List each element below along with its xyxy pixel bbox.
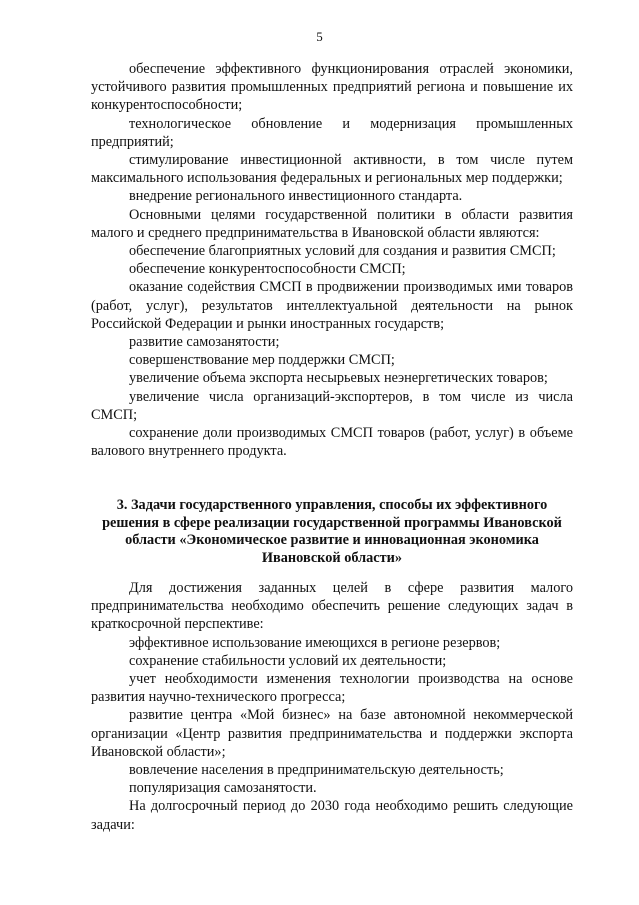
paragraph: оказание содействия СМСП в продвижении производимых ими товаров (работ, услуг), результатов интеллектуальной деятельности на рынок Российской Федерации и рынки иностранных государств; (91, 279, 573, 332)
paragraph: вовлечение населения в предпринимательскую деятельность; (129, 762, 504, 779)
paragraph: эффективное использование имеющихся в регионе резервов; (129, 634, 501, 651)
paragraph: обеспечение эффективного функционирования отраслей экономики, устойчивого развития промышленных предприятий региона и повышение их конкурентоспособности; (91, 61, 573, 114)
paragraph: технологическое обновление и модернизация промышленных предприятий; (91, 115, 573, 150)
paragraph: увеличение объема экспорта несырьевых неэнергетических товаров; (129, 370, 548, 387)
paragraph: совершенствование мер поддержки СМСП; (129, 352, 395, 369)
page-number: 5 (316, 29, 323, 44)
paragraph: сохранение стабильности условий их деятельности; (129, 652, 447, 669)
paragraph: учет необходимости изменения технологии производства на основе развития научно-технического прогресса; (91, 671, 573, 706)
goals-text-block (91, 60, 573, 460)
section-heading: 3. Задачи государственного управления, способы их эффективного решения в сфере реализации государственной программы Ивановской области «Экономическое развитие и инновационная экономика Ивановской области» (102, 497, 562, 566)
paragraph: Основными целями государственной политики в области развития малого и среднего предпринимательства в Ивановской области являются: (91, 206, 573, 241)
tasks-text-block (91, 579, 573, 834)
paragraph: внедрение регионального инвестиционного стандарта. (129, 188, 463, 205)
paragraph: сохранение доли производимых СМСП товаров (работ, услуг) в объеме валового внутреннего продукта. (91, 425, 573, 460)
paragraph: На долгосрочный период до 2030 года необходимо решить следующие задачи: (91, 798, 573, 833)
paragraph: популяризация самозанятости. (129, 780, 317, 797)
paragraph: увеличение числа организаций-экспортеров, в том числе из числа СМСП; (91, 388, 573, 423)
paragraph: стимулирование инвестиционной активности, в том числе путем максимального использования федеральных и региональных мер поддержки; (91, 152, 573, 187)
paragraph: развитие самозанятости; (129, 334, 280, 351)
paragraph: развитие центра «Мой бизнес» на базе автономной некоммерческой организации «Центр развития предпринимательства и поддержки экспорта Ивановской области»; (91, 707, 573, 760)
paragraph: обеспечение конкурентоспособности СМСП; (129, 261, 406, 278)
paragraph: обеспечение благоприятных условий для создания и развития СМСП; (129, 243, 556, 260)
paragraph: Для достижения заданных целей в сфере развития малого предпринимательства необходимо обеспечить решение следующих задач в краткосрочной перспективе: (91, 580, 573, 633)
